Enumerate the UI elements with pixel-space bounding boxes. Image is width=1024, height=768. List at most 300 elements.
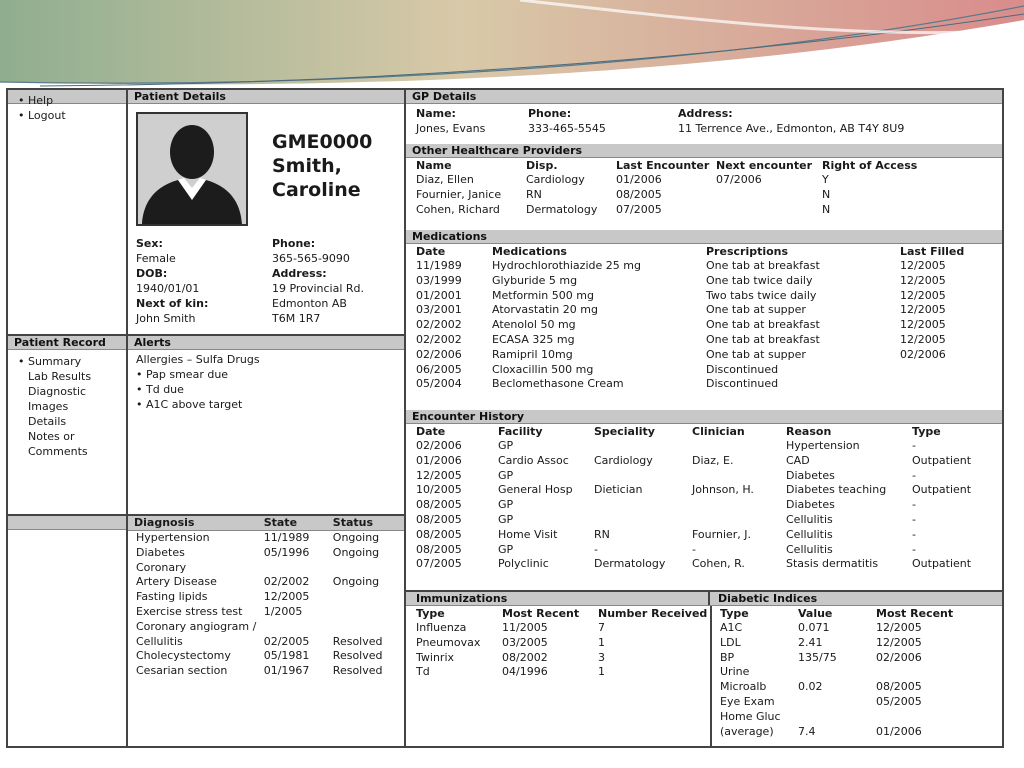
table-cell: 02/2006 — [416, 439, 462, 452]
table-cell: Fournier, Janice — [416, 187, 502, 201]
table-cell — [692, 439, 786, 454]
providers-table — [416, 158, 932, 217]
table-cell — [798, 695, 876, 710]
table-cell: Cardio Assoc — [498, 453, 569, 467]
table-cell: Cloxacillin 500 mg — [492, 362, 594, 376]
table-cell: 2.41 — [798, 635, 823, 649]
table-cell: ECASA 325 mg — [492, 332, 575, 346]
table-cell: 135/75 — [798, 650, 837, 664]
table-cell: One tab at breakfast — [706, 332, 820, 346]
table-cell: Dermatology — [526, 202, 598, 216]
table-cell — [594, 498, 692, 513]
table-cell: 07/2005 — [416, 557, 462, 571]
table-cell: Discontinued — [706, 377, 779, 391]
table-cell: 01/1967 — [263, 664, 310, 678]
gp-address-value: 11 Terrence Ave., Edmonton, AB T4Y 8U9 — [678, 122, 905, 135]
table-cell: Urine — [720, 665, 750, 679]
table-cell — [692, 513, 786, 528]
table-cell — [594, 469, 692, 484]
patient-details-header: Patient Details — [128, 90, 404, 104]
patient-details-panel — [128, 90, 404, 336]
table-cell: - — [594, 542, 598, 556]
table-row — [720, 651, 976, 666]
alerts-list — [128, 350, 404, 412]
table-cell: One tab at supper — [706, 347, 806, 361]
nav-comments-link[interactable]: Comments — [28, 445, 88, 458]
table-cell: - — [912, 527, 916, 541]
table-cell: 02/2005 — [263, 634, 310, 648]
table-cell: Home Gluc — [720, 709, 781, 723]
table-cell — [333, 590, 404, 605]
table-row — [416, 289, 990, 304]
encounter-table — [416, 424, 1002, 572]
table-cell — [876, 710, 976, 725]
table-cell — [333, 605, 404, 620]
diabetic-indices-header: Diabetic Indices — [718, 592, 818, 605]
table-row — [416, 377, 990, 392]
patient-record-header: Patient Record — [8, 336, 126, 350]
table-row — [416, 665, 708, 680]
phone-value: 365-565-9090 — [272, 252, 350, 265]
table-cell: N — [822, 187, 831, 201]
nav-help-link[interactable]: • Help — [18, 93, 66, 108]
table-cell: Cholecystectomy — [136, 649, 231, 663]
column-header: Clinician — [692, 425, 745, 438]
table-cell: 02/2006 — [900, 347, 946, 361]
patient-given-name: Caroline — [272, 179, 361, 201]
gp-details-header: GP Details — [406, 90, 1002, 104]
table-cell: Outpatient — [912, 453, 972, 467]
sex-value: Female — [136, 252, 176, 265]
table-cell: 12/2005 — [416, 468, 462, 482]
table-cell: One tab at breakfast — [706, 318, 820, 332]
medications-header: Medications — [406, 230, 1002, 244]
table-cell: Coronary angiogram / — [136, 619, 257, 633]
table-cell: Artery Disease — [136, 575, 217, 589]
table-cell: 02/2002 — [416, 332, 462, 346]
table-cell: Diaz, Ellen — [416, 173, 474, 186]
table-cell: CAD — [786, 453, 810, 467]
table-cell: 08/2005 — [416, 498, 462, 512]
patient-name-block — [272, 130, 372, 202]
table-cell — [900, 363, 990, 378]
column-header: Date — [416, 245, 446, 258]
table-cell: 1 — [598, 635, 605, 649]
column-header: Value — [798, 607, 833, 620]
diagnosis-col-header: Diagnosis — [128, 516, 264, 531]
table-cell: 08/2005 — [616, 187, 662, 201]
nav-notes-link[interactable]: Notes or — [28, 430, 75, 443]
table-cell: Resolved — [332, 649, 383, 663]
table-row — [416, 557, 1002, 572]
table-row — [416, 333, 990, 348]
table-cell: Discontinued — [706, 362, 779, 376]
table-row — [416, 469, 1002, 484]
table-cell: RN — [594, 527, 610, 541]
table-cell: 12/2005 — [876, 635, 922, 649]
table-cell: Influenza — [416, 621, 467, 634]
table-row — [416, 259, 990, 274]
table-cell: General Hosp — [498, 483, 573, 497]
table-cell: Coronary — [136, 560, 187, 574]
table-cell: Outpatient — [912, 483, 972, 497]
table-cell: Beclomethasone Cream — [492, 377, 624, 391]
encounter-history-panel — [406, 410, 1002, 592]
table-row — [720, 710, 976, 725]
diagnosis-status-col-header: Status — [333, 516, 404, 531]
table-row — [416, 439, 1002, 454]
table-row — [720, 621, 976, 636]
table-cell: Cesarian section — [136, 664, 228, 678]
table-cell: Outpatient — [912, 557, 972, 571]
decorative-banner — [0, 0, 1024, 90]
table-row — [128, 605, 404, 620]
table-cell: Two tabs twice daily — [706, 288, 817, 302]
table-cell: 06/2005 — [416, 362, 462, 376]
table-cell — [798, 710, 876, 725]
table-row — [416, 498, 1002, 513]
nav-logout-link[interactable]: • Logout — [18, 108, 66, 123]
table-cell: 03/1999 — [416, 273, 462, 287]
table-cell: 05/1996 — [263, 545, 310, 559]
table-row — [416, 363, 990, 378]
table-cell: GP — [498, 498, 514, 512]
table-row — [128, 635, 404, 650]
table-cell: RN — [526, 187, 542, 201]
providers-panel — [406, 144, 1002, 230]
table-cell: 1/2005 — [263, 604, 303, 618]
table-row — [416, 483, 1002, 498]
patient-id: GME0000 — [272, 131, 373, 153]
table-cell: 04/1996 — [502, 665, 548, 679]
table-cell: Atenolol 50 mg — [492, 318, 576, 332]
table-cell: - — [912, 498, 916, 512]
column-header: Type — [720, 607, 749, 620]
diabetic-indices-table — [720, 606, 976, 739]
table-row — [128, 649, 404, 664]
table-cell: GP — [498, 439, 514, 452]
table-cell: Ongoing — [332, 531, 380, 544]
nav-details-link[interactable]: Details — [28, 415, 67, 428]
table-cell: 0.071 — [798, 621, 830, 634]
column-header: Name — [416, 159, 452, 172]
table-cell: Home Visit — [498, 527, 558, 541]
table-cell — [798, 665, 876, 680]
clinical-column — [406, 90, 1002, 746]
table-cell: 01/2006 — [616, 173, 662, 186]
immunizations-header: Immunizations — [406, 592, 710, 605]
table-cell: 7.4 — [798, 724, 816, 738]
table-cell — [264, 620, 333, 635]
table-row — [416, 528, 1002, 543]
table-cell: Hydrochlorothiazide 25 mg — [492, 259, 641, 272]
table-row — [128, 531, 404, 546]
sex-label: Sex: — [136, 237, 163, 250]
table-cell: LDL — [720, 635, 741, 649]
table-cell: 03/2005 — [502, 635, 548, 649]
alert-item: • Td due — [136, 382, 404, 397]
table-cell: Johnson, H. — [692, 483, 754, 497]
address-line-2: Edmonton AB — [272, 297, 347, 310]
diagnosis-table — [128, 516, 404, 679]
medications-table — [416, 244, 990, 392]
table-cell: Polyclinic — [498, 557, 549, 571]
table-row — [416, 651, 708, 666]
table-cell: 08/2005 — [876, 680, 922, 694]
table-cell: Diabetes teaching — [786, 483, 887, 497]
table-cell: Cohen, R. — [692, 557, 745, 571]
table-cell — [876, 665, 976, 680]
table-cell: - — [912, 468, 916, 482]
table-cell: Diabetes — [786, 468, 835, 482]
table-cell: 07/2005 — [616, 202, 662, 216]
table-cell — [264, 561, 333, 576]
nav-images-link[interactable]: Images — [28, 400, 69, 413]
table-row — [416, 513, 1002, 528]
patient-column — [128, 90, 406, 746]
table-cell: 12/2005 — [900, 332, 946, 346]
table-cell: Cellulitis — [136, 634, 183, 648]
patient-surname: Smith, — [272, 155, 342, 177]
table-cell: 10/2005 — [416, 483, 462, 497]
diagnosis-panel — [128, 516, 404, 746]
table-cell: Stasis dermatitis — [786, 557, 879, 571]
table-row — [416, 348, 990, 363]
alerts-panel — [128, 336, 404, 516]
table-row — [416, 318, 990, 333]
table-row — [720, 680, 976, 695]
table-row — [416, 454, 1002, 469]
table-cell — [333, 620, 404, 635]
table-cell: 05/2005 — [876, 694, 922, 708]
table-cell: Diabetes — [136, 545, 185, 559]
patient-summary-frame — [6, 88, 1004, 748]
table-cell: 02/2002 — [263, 575, 310, 589]
table-cell: BP — [720, 650, 735, 664]
table-row — [128, 561, 404, 576]
table-cell: 01/2001 — [416, 288, 462, 302]
table-cell: Microalb — [720, 680, 767, 694]
table-cell: Ramipril 10mg — [492, 347, 573, 361]
address-line-1: 19 Provincial Rd. — [272, 282, 365, 295]
table-cell: 12/2005 — [876, 621, 922, 634]
table-row — [720, 665, 976, 680]
table-cell: Fournier, J. — [692, 527, 752, 541]
table-row — [416, 621, 708, 636]
table-row — [720, 695, 976, 710]
table-cell: Cellulitis — [786, 542, 833, 556]
table-cell: 02/2002 — [416, 318, 462, 332]
table-cell: Resolved — [332, 634, 383, 648]
dob-label: DOB: — [136, 267, 168, 280]
table-cell: GP — [498, 468, 514, 482]
next-of-kin-label: Next of kin: — [136, 297, 209, 310]
table-cell: Ongoing — [332, 545, 380, 559]
column-header: Most Recent — [876, 607, 954, 620]
table-row — [416, 543, 1002, 558]
diagnosis-state-col-header: State — [264, 516, 333, 531]
table-cell: 07/2006 — [716, 173, 762, 186]
column-header: Facility — [498, 425, 543, 438]
nav-summary-link[interactable]: • Summary — [18, 354, 126, 369]
column-header: Number Received — [598, 607, 708, 620]
top-nav-list — [8, 90, 66, 123]
column-header: Medications — [492, 245, 567, 258]
column-header: Disp. — [526, 159, 558, 172]
table-cell — [692, 498, 786, 513]
gp-address-label: Address: — [678, 107, 733, 120]
table-cell: GP — [498, 512, 514, 526]
table-cell — [594, 513, 692, 528]
column-header: Next encounter — [716, 159, 813, 172]
patient-photo — [136, 112, 248, 226]
table-cell: 02/2006 — [416, 347, 462, 361]
column-header: Type — [912, 425, 941, 438]
table-row — [128, 664, 404, 679]
table-cell: 7 — [598, 621, 605, 634]
table-cell: 12/2005 — [900, 303, 946, 317]
table-cell: Resolved — [332, 664, 383, 678]
medications-panel — [406, 230, 1002, 410]
table-cell: Hypertension — [136, 531, 210, 544]
table-cell — [333, 561, 404, 576]
table-cell: - — [912, 512, 916, 526]
table-cell: Twinrix — [416, 650, 455, 664]
table-cell — [594, 439, 692, 454]
table-cell — [716, 203, 822, 218]
table-row — [416, 303, 990, 318]
column-header: Reason — [786, 425, 832, 438]
column-header: Last Filled — [900, 245, 965, 258]
table-cell: 02/2006 — [876, 650, 922, 664]
patient-info-grid — [136, 236, 398, 326]
dob-value: 1940/01/01 — [136, 282, 200, 295]
immunizations-table — [416, 606, 708, 680]
table-cell: Diaz, E. — [692, 453, 734, 467]
table-cell: 12/2005 — [900, 273, 946, 287]
column-header: Prescriptions — [706, 245, 789, 258]
table-cell: Glyburide 5 mg — [492, 273, 578, 287]
table-cell: 08/2002 — [502, 650, 548, 664]
table-cell: 08/2005 — [416, 542, 462, 556]
table-cell: 12/2005 — [900, 318, 946, 332]
table-cell: 05/1981 — [263, 649, 310, 663]
table-cell: - — [912, 542, 916, 556]
table-row — [416, 173, 932, 188]
table-cell: One tab at breakfast — [706, 259, 820, 272]
address-label: Address: — [272, 267, 327, 280]
table-cell: (average) — [720, 724, 774, 738]
table-cell: Cardiology — [594, 453, 653, 467]
address-line-3: T6M 1R7 — [272, 312, 321, 325]
table-cell — [900, 377, 990, 392]
table-cell: 11/1989 — [263, 531, 310, 544]
table-cell: Eye Exam — [720, 694, 775, 708]
nav-lab-results-link[interactable]: Lab Results — [28, 370, 92, 383]
table-cell: 05/2004 — [416, 377, 462, 391]
column-header: Speciality — [594, 425, 655, 438]
table-row — [416, 203, 932, 218]
table-cell: Exercise stress test — [136, 604, 243, 618]
table-cell: 3 — [598, 650, 605, 664]
table-cell: Td — [416, 665, 430, 679]
column-header: Type — [416, 607, 445, 620]
table-row — [128, 546, 404, 561]
column-header: Right of Access — [822, 159, 918, 172]
gp-phone-label: Phone: — [528, 107, 572, 120]
table-cell: Cellulitis — [786, 512, 833, 526]
table-cell: - — [912, 439, 916, 452]
phone-label: Phone: — [272, 237, 316, 250]
table-cell: 11/1989 — [416, 259, 462, 272]
alerts-header: Alerts — [128, 336, 404, 350]
table-cell — [716, 188, 822, 203]
table-cell: 08/2005 — [416, 512, 462, 526]
column-header: Most Recent — [502, 607, 580, 620]
providers-header: Other Healthcare Providers — [406, 144, 1002, 158]
table-cell: Dietician — [594, 483, 643, 497]
alert-item: • A1C above target — [136, 397, 404, 412]
table-cell: 12/2005 — [900, 288, 946, 302]
column-header: Last Encounter — [616, 159, 710, 172]
table-cell: One tab at supper — [706, 303, 806, 317]
table-cell: GP — [498, 542, 514, 556]
table-cell: 03/2001 — [416, 303, 462, 317]
table-cell: Cohen, Richard — [416, 202, 500, 216]
table-cell: Cardiology — [526, 173, 585, 186]
table-cell: Cellulitis — [786, 527, 833, 541]
table-cell: Pneumovax — [416, 635, 481, 649]
table-row — [128, 620, 404, 635]
table-cell: Atorvastatin 20 mg — [492, 303, 598, 317]
table-cell: One tab twice daily — [706, 273, 813, 287]
table-row — [416, 636, 708, 651]
alert-item: • Pap smear due — [136, 367, 404, 382]
table-cell: 0.02 — [798, 680, 823, 694]
gp-name-value: Jones, Evans — [416, 122, 486, 135]
table-cell: - — [692, 542, 696, 556]
table-cell: Dermatology — [594, 557, 666, 571]
table-cell: 1 — [598, 665, 605, 679]
gp-phone-value: 333-465-5545 — [528, 122, 606, 135]
table-row — [416, 274, 990, 289]
table-cell: A1C — [720, 621, 743, 634]
navigation-column — [8, 90, 128, 746]
gp-name-label: Name: — [416, 107, 456, 120]
patient-record-list — [8, 350, 126, 459]
table-cell: 12/2005 — [900, 259, 946, 272]
table-row — [720, 636, 976, 651]
table-cell — [692, 469, 786, 484]
table-cell: 11/2005 — [502, 621, 548, 634]
table-cell: 01/2006 — [876, 724, 922, 738]
table-cell: Metformin 500 mg — [492, 288, 594, 302]
table-row — [128, 590, 404, 605]
encounter-history-header: Encounter History — [406, 410, 1002, 424]
gp-details-panel — [406, 90, 1002, 144]
alert-item: Allergies – Sulfa Drugs — [136, 353, 260, 366]
table-cell: Y — [822, 173, 829, 186]
table-cell: 08/2005 — [416, 527, 462, 541]
table-cell: N — [822, 202, 831, 216]
table-row — [128, 575, 404, 590]
table-cell: Hypertension — [786, 439, 860, 452]
next-of-kin-value: John Smith — [136, 312, 196, 325]
nav-diagnostic-link[interactable]: Diagnostic — [28, 385, 87, 398]
table-cell: 01/2006 — [416, 453, 462, 467]
column-header: Date — [416, 425, 446, 438]
table-row — [720, 725, 976, 740]
